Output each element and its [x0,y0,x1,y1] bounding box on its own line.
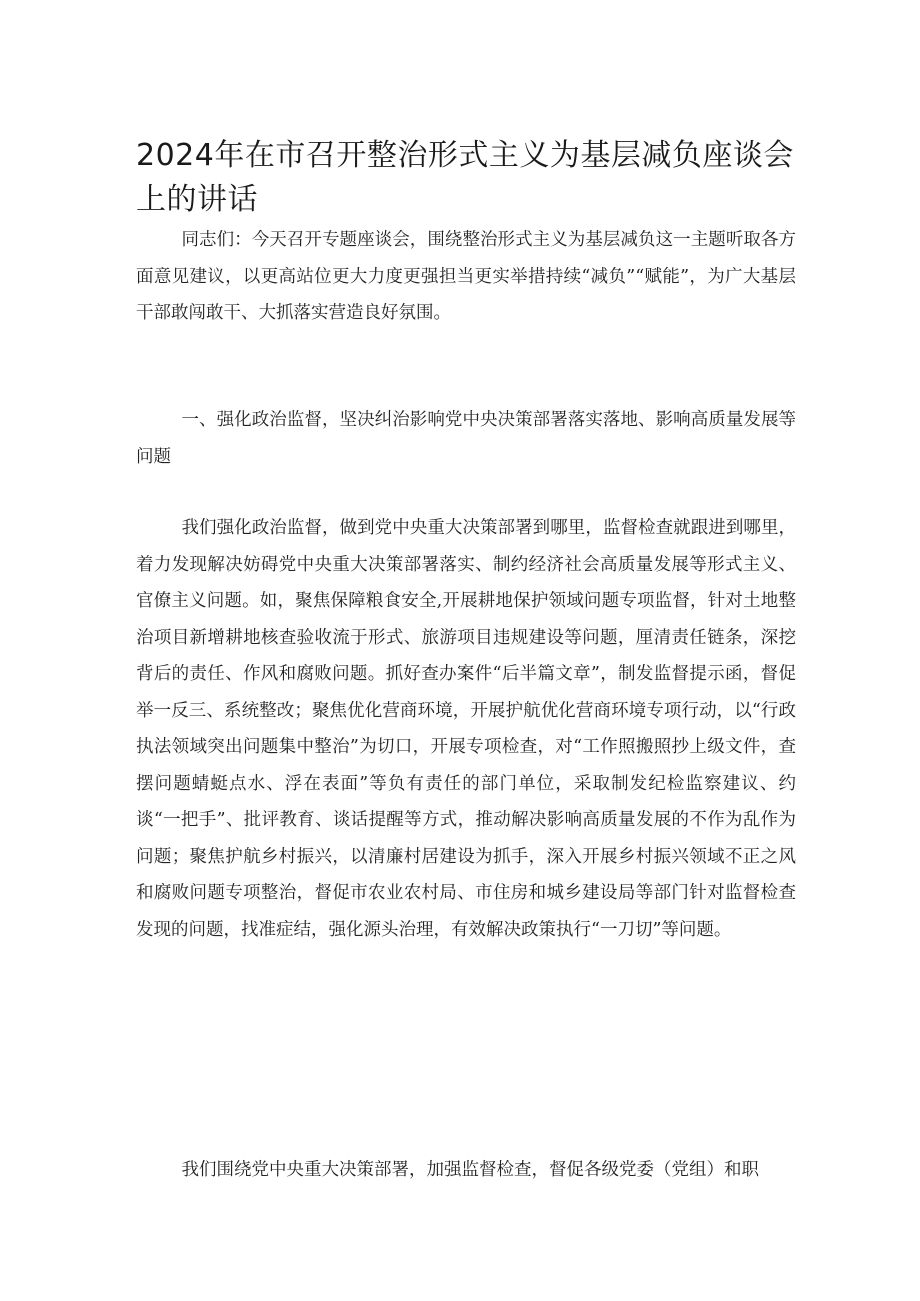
paragraph-body-2: 我们围绕党中央重大决策部署，加强监督检查，督促各级党委（党组）和职 [181,1160,759,1180]
section-heading-1: 一、强化政治监督，坚决纠治影响党中央决策部署落实落地、影响高质量发展等问题 [136,410,796,467]
paragraph-body-1: 我们强化政治监督，做到党中央重大决策部署到哪里，监督检查就跟进到哪里，着力发现解决妨碍党中央重大决策部署落实、制约经济社会高质量发展等形式主义、官僚主义问题。如，聚焦保障粮食安全,开展耕地保护领域问题专项监督，针对土地整治项目新增耕地核查验收流于形式、旅游项目违规建设等问题，厘清责任链条，深挖背后的责任、作风和腐败问题。抓好查办案件“后半篇文章”，制发监督提示函，督促举一反三、系统整改；聚焦优化营商环境，开展护航优化营商环境专项行动，以“行政执法领域突出问题集中整治”为切口，开展专项检查，对“工作照搬照抄上级文件，查摆问题蜻蜓点水、浮在表面”等负有责任的部门单位，采取制发纪检监察建议、约谈“一把手”、批评教育、谈话提醒等方式，推动解决影响高质量发展的不作为乱作为问题；聚焦护航乡村振兴，以清廉村居建设为抓手，深入开展乡村振兴领域不正之风和腐败问题专项整治，督促市农业农村局、市住房和城乡建设局等部门针对监督检查发现的问题，找准症结，强化源头治理，有效解决政策执行“一刀切”等问题。 [136,518,796,940]
document-title: 2024年在市召开整治形式主义为基层减负座谈会上的讲话 [136,138,794,217]
paragraph-greeting: 同志们：今天召开专题座谈会，围绕整治形式主义为基层减负这一主题听取各方面意见建议，以更高站位更大力度更强担当更实举措持续“减负”“赋能”，为广大基层干部敢闯敢干、大抓落实营造良好氛围。 [136,230,796,323]
